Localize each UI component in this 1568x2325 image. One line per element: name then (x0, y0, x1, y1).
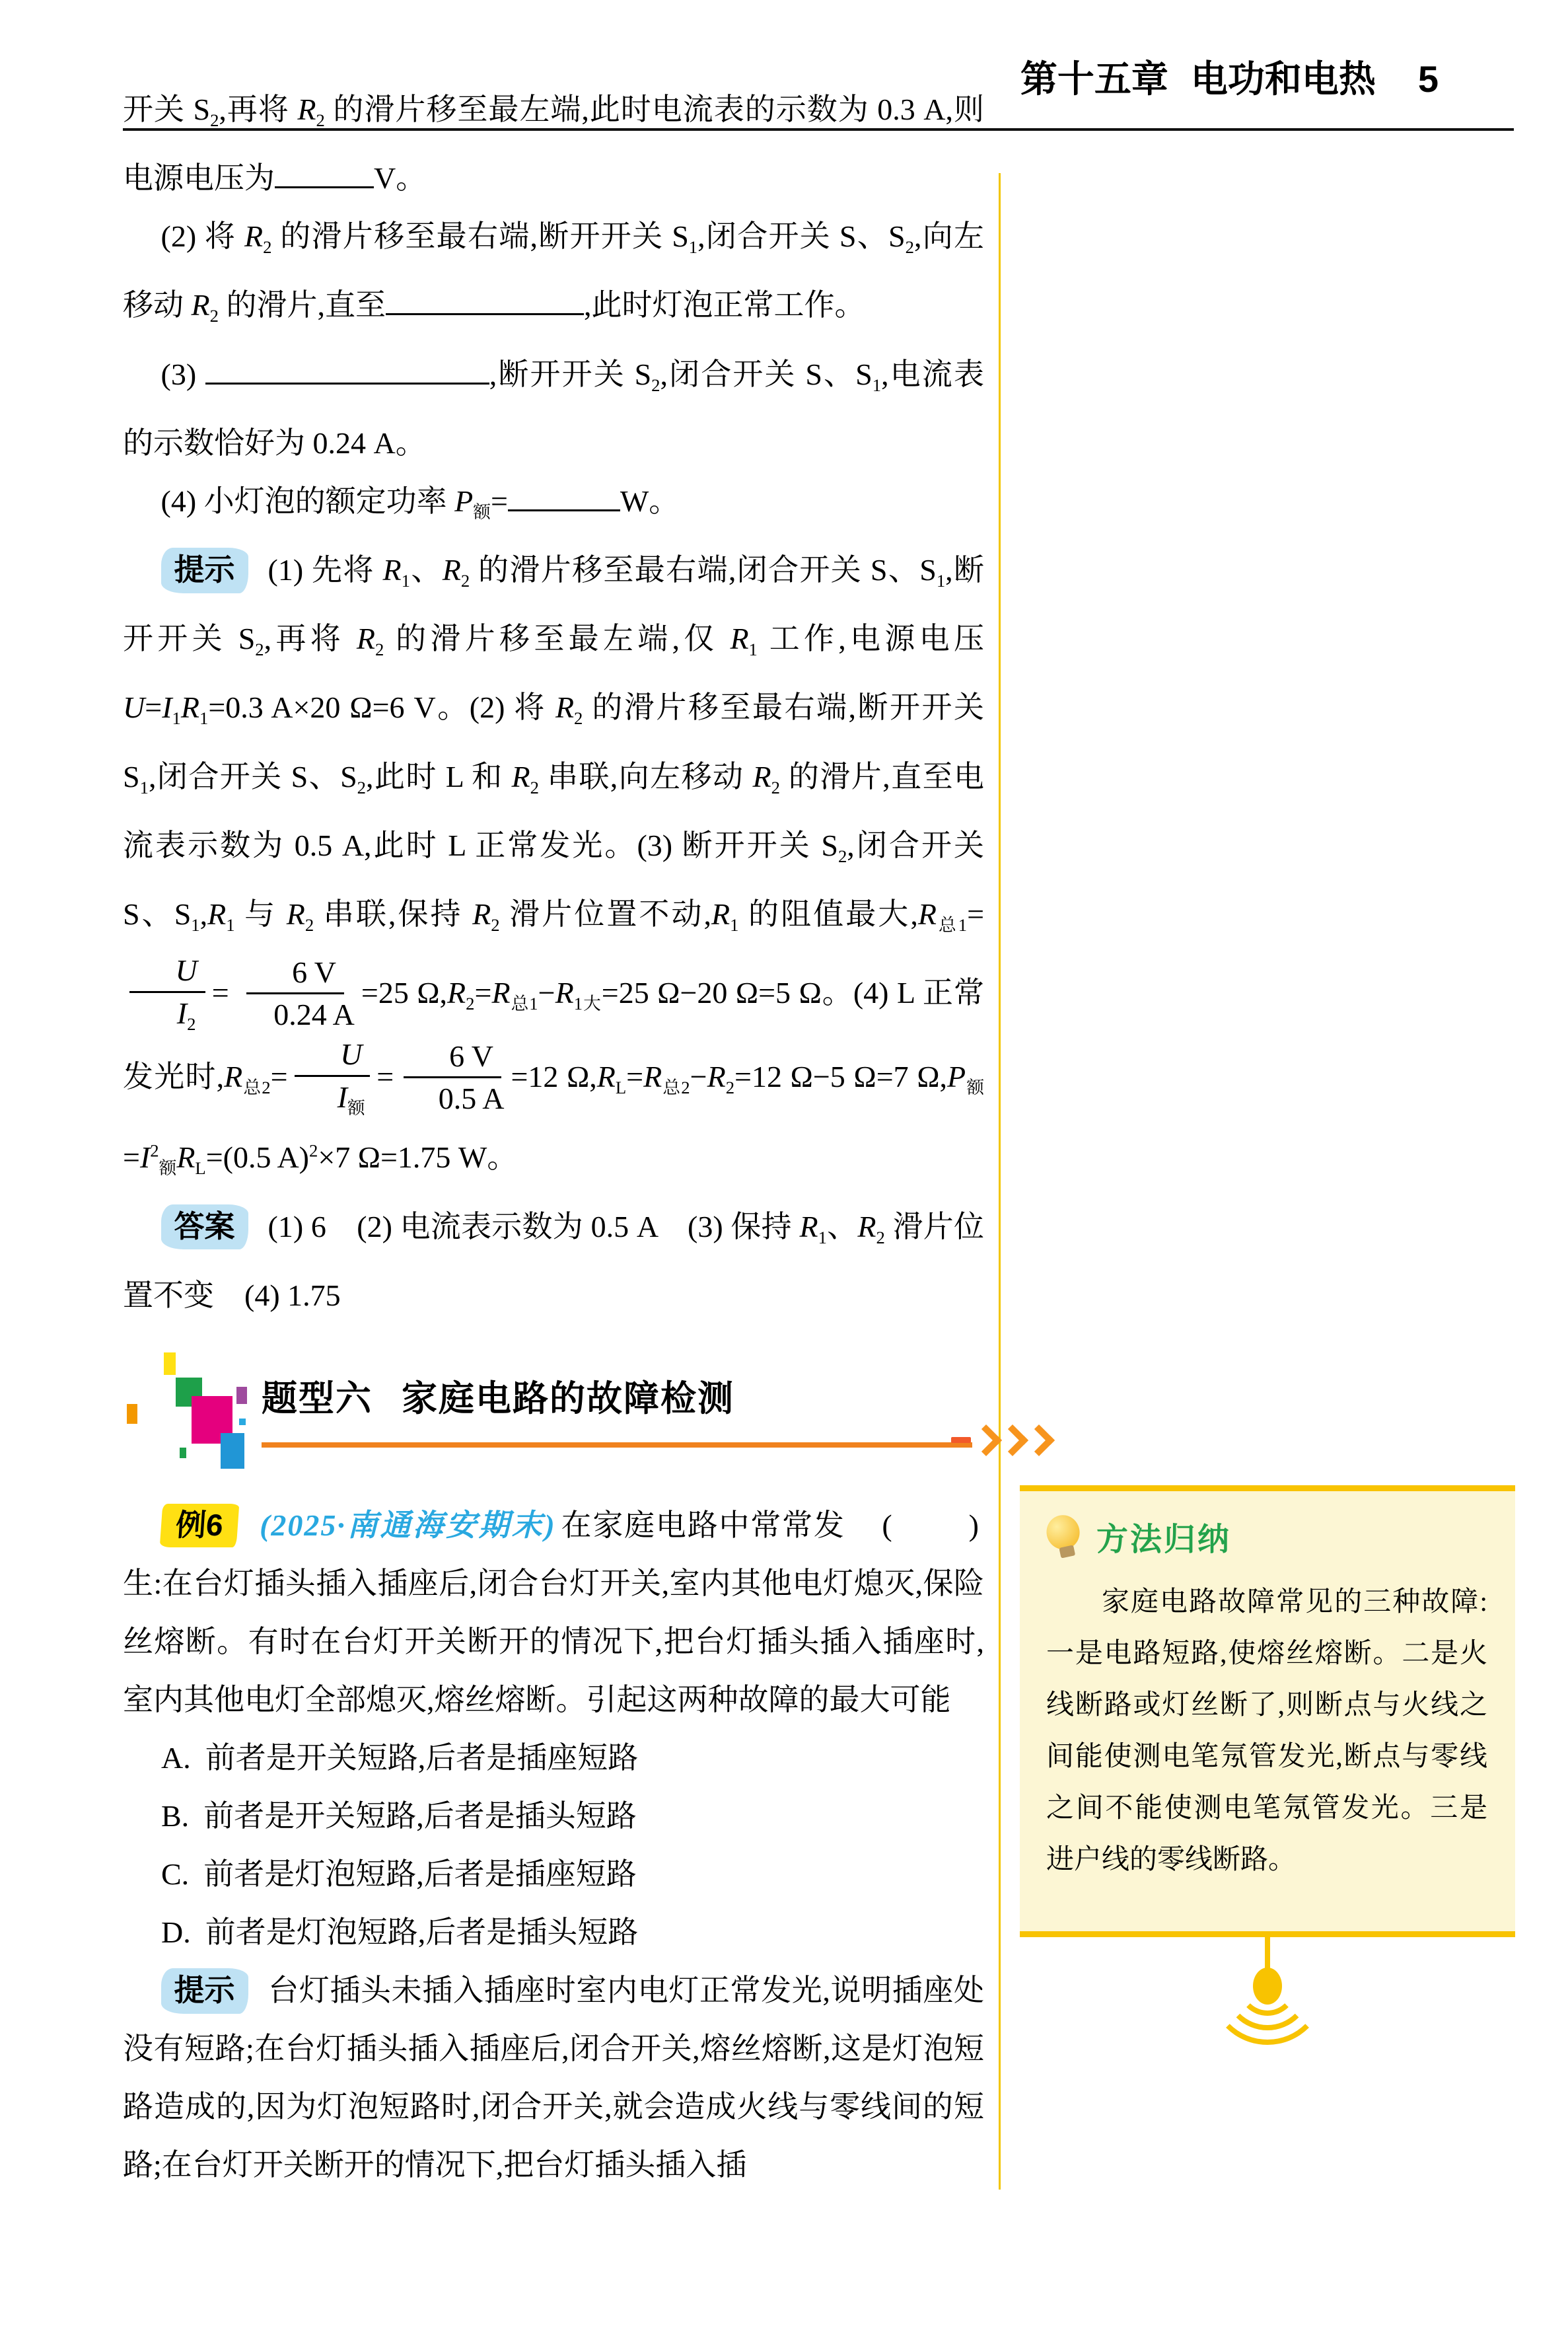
method-summary-title: 方法归纳 (1096, 1522, 1232, 1557)
answer-text: (1) 6 (2) 电流表示数为 0.5 A (3) 保持 $R_1$、$R_2$ 滑片位置不变 (4) 1.75 (123, 1209, 985, 1312)
example-text: 在家庭电路中常常发生:在台灯插头插入插座后,闭合台灯开关,室内其他电灯熄灭,保险丝熔断。有时在台灯开关断开的情况下,把台灯插头插入插座时,室内其他电灯全部熄灭,熔丝熔断。引起这两种故障的最大可能 (123, 1508, 984, 1716)
answer-bracket: ( ) (882, 1508, 984, 1542)
method-summary-text: 家庭电路故障常见的三种故障:一是电路短路,使熔丝熔断。二是火线断路或灯丝断了,则断点与火线之间能使测电笔氖管发光,断点与零线之间不能使测电笔氖管发光。三是进户线的零线断路。 (1046, 1587, 1487, 1875)
chevron-right-icon (1023, 1424, 1055, 1456)
problem-continued-text: 开关 $S_2$,再将 $R_2$ 的滑片移至最左端,此时电流表的示数为 0.3 A,则电源电压为 V。 (123, 92, 984, 196)
deco-square-purple (236, 1387, 247, 1404)
fraction: $\frac{6 V}{0.5 A}$ (400, 1037, 504, 1118)
deco-dot-cyan (239, 1419, 246, 1425)
options-list (123, 1729, 984, 1962)
option-text: 前者是灯泡短路,后者是插座短路 (203, 1857, 637, 1891)
light-ray-arc (1209, 1927, 1326, 2045)
example-label: 例6 (159, 1504, 238, 1547)
deco-square-green-small (180, 1448, 186, 1458)
option-b (123, 1787, 984, 1845)
hint-label: 提示 (161, 548, 248, 593)
fraction: $\frac{6 V}{0.24 A}$ (236, 953, 355, 1034)
method-summary-box (1020, 1485, 1515, 1937)
triple-chevron-right-icon (951, 1429, 1050, 1452)
hint-block-2 (123, 1962, 984, 2194)
deco-square-blue (221, 1433, 244, 1469)
problem-part-2: (2) 将 $R_2$ 的滑片移至最右端,断开开关 $S_1$,闭合开关 S、$S_2$,向左移动 $R_2$ 的滑片,直至 ,此时灯泡正常工作。 (123, 219, 985, 326)
column-divider (999, 173, 1001, 2190)
section-label: 题型六 (262, 1378, 373, 1419)
answer-label: 答案 (161, 1204, 248, 1250)
fraction: $\frac{U}{I_额}$ (295, 1035, 371, 1119)
fill-in-blank (386, 285, 584, 316)
option-a (123, 1729, 984, 1787)
example-6 (123, 1496, 984, 1729)
deco-square-orange (127, 1404, 137, 1424)
problem-part-4: (4) 小灯泡的额定功率 $P_额= W$。 (123, 472, 984, 541)
pixel-squares-decoration (127, 1350, 259, 1469)
chapter-title: 电功和电热 (1190, 58, 1376, 100)
section-title-bar (262, 1352, 972, 1448)
option-key: B. (161, 1798, 190, 1833)
fill-in-blank (275, 158, 374, 189)
page-header (1020, 58, 1439, 100)
option-text: 前者是灯泡短路,后者是插头短路 (205, 1915, 639, 1949)
chapter-number: 第十五章 (1020, 58, 1168, 100)
example-source: (2025·南通海安期末) (260, 1508, 556, 1542)
page-number: 5 (1417, 58, 1439, 100)
option-d (123, 1903, 984, 1962)
main-column (123, 81, 984, 2194)
option-c (123, 1845, 984, 1903)
fill-in-blank (508, 480, 620, 511)
option-key: A. (161, 1740, 191, 1775)
option-key: D. (161, 1915, 191, 1949)
section-title: 家庭电路的故障检测 (402, 1378, 734, 1419)
hint-label: 提示 (161, 1968, 248, 2014)
arrow-dash-icon (951, 1437, 971, 1443)
lightbulb-icon (1042, 1512, 1087, 1562)
chapter-heading (1020, 58, 1376, 100)
option-key: C. (161, 1857, 190, 1891)
fill-in-blank (205, 353, 489, 385)
answer-block (123, 1198, 984, 1325)
hint-text: 台灯插头未插入插座时室内电灯正常发光,说明插座处没有短路;在台灯插头插入插座后,闭合开关,熔丝熔断,这是灯泡短路造成的,因为灯泡短路时,闭合开关,就会造成火线与零线间的短路;在台灯开关断开的情况下,把台灯插头插入插 (123, 1973, 984, 2182)
option-text: 前者是开关短路,后者是插头短路 (203, 1798, 637, 1833)
hint-text: (1) 先将 $R_1$、$R_2$ 的滑片移至最右端,闭合开关 S、$S_1$,断开开关 $S_2$,再将 $R_2$ 的滑片移至最左端,仅 $R_1$ 工作,电源电压 $U=I_1R_1=0.3$ A×20 Ω=6 V。(2) 将 $R_2$ 的滑片移至最右端,断开开关 $S_1$,闭合开关 S、$S_2$,此时 L 和 $R_2$ 串联,向左移动 $R_2$ 的滑片,直至电流表示数为 0.5 A,此时 L 正常发光。(3) 断开开关 $S_2$,闭合开关 S、$S_1,R_1$ 与 $R_2$ 串联,保持 $R_2$ 滑片位置不动$,R_1$ 的阻值最大$,R_{总1}=$ $\frac{U}{I_2}$ = $\frac{6 V}{0.24 A}$ =25 $\Omega,R_2=R_{总1}-R_{1大}=25$ Ω−20 Ω=5 Ω。(4) L 正常发光时$,R_{总2}=$ $\frac{U}{I_额}$ = $\frac{6 V}{0.5 A}$ =12 $\Omega,R_L=R_{总2}-R_2=12$ Ω−5 Ω=7 $\Omega,P_额=I^2_额R_L=(0.5$ A)$^2$×7 Ω=1.75 W。 (123, 552, 985, 1179)
fraction: $\frac{U}{I_2}$ (129, 951, 205, 1035)
deco-square-yellow (164, 1352, 176, 1375)
problem-part-3: (3) ,断开开关 $S_2$,闭合开关 S、$S_1$,电流表的示数恰好为 0.24 A。 (123, 346, 984, 472)
lightbulb-glass (1044, 1512, 1083, 1552)
section-header (123, 1352, 984, 1471)
hint-block-1 (123, 541, 984, 1198)
option-text: 前者是开关短路,后者是插座短路 (205, 1740, 639, 1775)
method-summary-header (1046, 1514, 1487, 1559)
